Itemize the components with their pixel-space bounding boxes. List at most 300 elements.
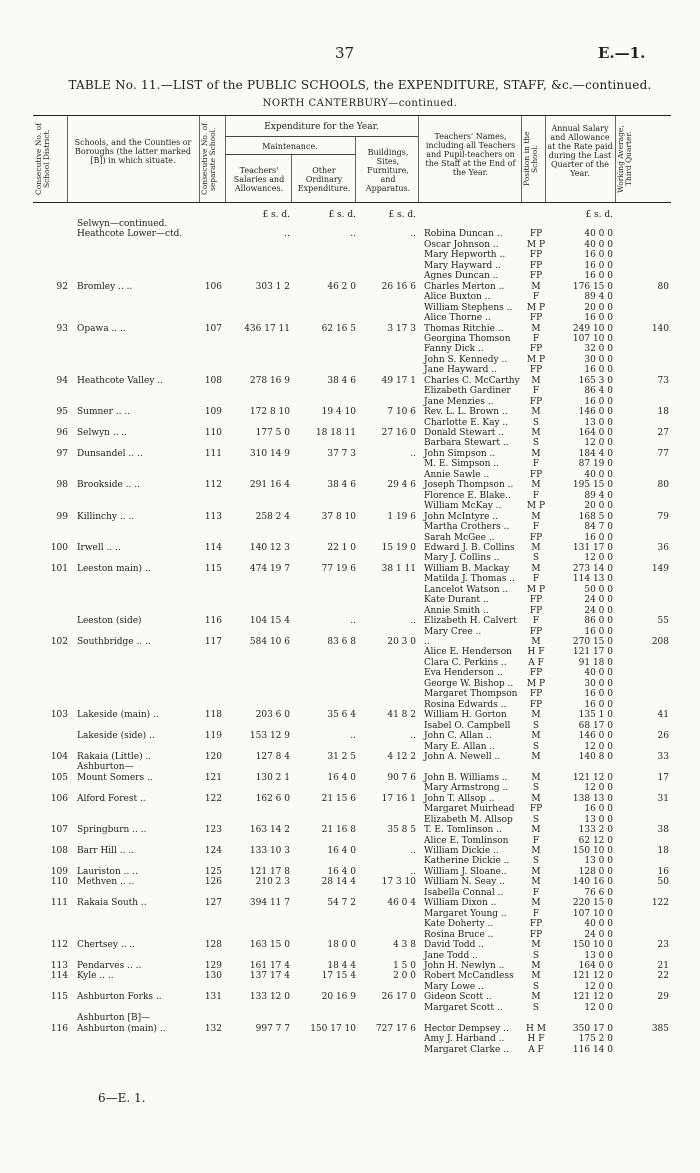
header-district-no: Consecutive No. of School District. (34, 123, 51, 195)
teacher-name: Annie Sawle .. (424, 469, 490, 480)
position-cell: M (531, 448, 541, 459)
position-cell: M (531, 960, 541, 971)
buildings-cell: 26 17 0 (381, 992, 416, 1003)
district-no: 99 (56, 511, 68, 522)
table-row (0, 365, 700, 375)
ordinary-cell: 77 19 6 (321, 563, 356, 574)
separate-school-no: 112 (204, 480, 222, 491)
teacher-name: William McKay .. (424, 501, 502, 512)
position-cell: M (531, 992, 541, 1003)
header-position: Position in the School. (522, 131, 539, 187)
ordinary-cell: 16 4 0 (327, 772, 356, 783)
table-row (0, 1003, 700, 1013)
position-cell: M (531, 940, 541, 951)
table-row (0, 982, 700, 992)
separate-school-no: 113 (204, 511, 222, 522)
teacher-name: Robert McCandless (424, 971, 514, 982)
table-row (0, 553, 700, 563)
table-row (0, 438, 700, 448)
teacher-name: Elizabeth H. Calvert (424, 616, 517, 627)
teacher-name: Florence E. Blake.. (424, 490, 511, 501)
separate-school-no: 122 (204, 793, 222, 804)
annual-salary-cell: 86 4 0 (584, 386, 613, 397)
table-row (0, 961, 700, 971)
ordinary-cell: 37 8 10 (321, 511, 356, 522)
separate-school-no: 111 (204, 448, 222, 459)
position-cell: F (532, 292, 540, 303)
annual-salary-cell: 107 10 0 (572, 908, 613, 919)
annual-salary-cell: 121 12 0 (572, 971, 613, 982)
table-row (0, 867, 700, 877)
school-name: Ashburton (main) .. (77, 1023, 166, 1034)
salaries-cell: 278 16 9 (249, 375, 290, 386)
table-row (0, 909, 700, 919)
average-cell: 18 (657, 407, 669, 418)
table-row (0, 428, 700, 438)
school-name: Mount Somers .. (77, 772, 153, 783)
separate-school-no: 129 (204, 960, 222, 971)
page-number: 37 (335, 44, 355, 62)
average-cell: 31 (657, 793, 669, 804)
teacher-name: Eva Henderson .. (424, 668, 503, 679)
teacher-name: Rosina Bruce .. (424, 929, 494, 940)
buildings-cell: 29 4 6 (387, 480, 416, 491)
annual-salary-cell: 176 15 0 (572, 281, 613, 292)
salaries-cell: 104 15 4 (249, 616, 290, 627)
ordinary-cell: 31 2 5 (327, 751, 356, 762)
teacher-name: Martha Crothers .. (424, 522, 510, 533)
teacher-name: Barbara Stewart .. (424, 438, 509, 449)
teacher-name: Matilda J. Thomas .. (424, 574, 515, 585)
annual-salary-cell: 91 18 0 (578, 657, 613, 668)
position-cell: F (532, 490, 540, 501)
annual-salary-cell: 150 10 0 (572, 846, 613, 856)
annual-salary-cell: 121 12 0 (572, 992, 613, 1003)
position-cell: M (531, 710, 541, 721)
average-cell: 385 (651, 1023, 669, 1034)
teacher-name: Mary Cree .. (424, 626, 482, 637)
annual-salary-cell: 184 4 0 (578, 448, 613, 459)
separate-school-no: 108 (204, 375, 222, 386)
district-no: 106 (50, 793, 68, 804)
buildings-cell: .. (410, 866, 416, 877)
position-cell: FP (529, 396, 543, 407)
table-row (0, 229, 700, 239)
average-cell: 21 (657, 960, 669, 971)
annual-salary-cell: 13 0 0 (584, 856, 613, 867)
school-name: Barr Hill .. .. (77, 846, 135, 856)
position-cell: FP (529, 605, 543, 616)
teacher-name: Oscar Johnson .. (424, 239, 499, 250)
position-cell: FP (529, 689, 543, 700)
position-cell: H F (527, 1034, 545, 1045)
table-row (0, 616, 700, 626)
position-cell: H M (526, 1023, 546, 1034)
salaries-cell: 172 8 10 (249, 407, 290, 418)
buildings-cell: 35 8 5 (387, 825, 416, 836)
teacher-name: Kate Doherty .. (424, 919, 494, 930)
average-cell: 73 (657, 375, 669, 386)
position-cell: A F (528, 1044, 544, 1055)
district-no: 97 (56, 448, 68, 459)
average-cell: 140 (651, 323, 669, 334)
ordinary-cell: 16 4 0 (327, 866, 356, 877)
buildings-cell: 90 7 6 (387, 772, 416, 783)
teacher-name: Isabella Connal .. (424, 887, 504, 898)
annual-salary-cell: 175 2 0 (578, 1034, 613, 1045)
annual-salary-cell: 128 0 0 (578, 866, 613, 877)
annual-salary-cell: 50 0 0 (584, 584, 613, 595)
annual-salary-cell: 16 0 0 (584, 689, 613, 700)
salaries-cell: 291 16 4 (249, 480, 290, 491)
school-name: Springburn .. .. (77, 825, 147, 836)
header-expenditure: Expenditure for the Year. (264, 122, 379, 132)
annual-salary-cell: 40 0 0 (584, 239, 613, 250)
table-row (0, 679, 700, 689)
annual-salary-cell: 140 16 0 (572, 877, 613, 888)
school-name: Leeston (side) (77, 616, 142, 627)
separate-school-no: 124 (204, 846, 222, 856)
document-reference: E.—1. (598, 44, 646, 62)
annual-salary-cell: 16 0 0 (584, 626, 613, 637)
position-cell: F (532, 459, 540, 470)
school-name: Heathcote Valley .. (77, 375, 164, 386)
teacher-name: George W. Bishop .. (424, 678, 514, 689)
position-cell: M (531, 866, 541, 877)
teacher-name: William J. Sloane.. (424, 866, 507, 877)
position-cell: A F (528, 657, 544, 668)
ordinary-cell: 18 18 11 (315, 428, 356, 438)
annual-salary-cell: 12 0 0 (584, 438, 613, 449)
buildings-cell: 27 16 0 (381, 428, 416, 438)
position-cell: M (531, 563, 541, 574)
header-working-average: Working Average, Third Quarter. (616, 125, 633, 193)
header-ordinary: Other Ordinary Expenditure. (297, 166, 351, 193)
annual-salary-cell: 89 4 0 (584, 490, 613, 501)
annual-salary-cell: 12 0 0 (584, 553, 613, 564)
teacher-name: Gideon Scott .. (424, 992, 492, 1003)
annual-salary-cell: 220 15 0 (572, 898, 613, 909)
buildings-cell: 20 3 0 (387, 637, 416, 647)
position-cell: M (531, 428, 541, 438)
header-separate-no: Consecutive No. of separate School. (200, 123, 217, 195)
school-name: Rakaia South .. (77, 898, 147, 909)
position-cell: S (532, 741, 540, 752)
table-row (0, 846, 700, 856)
table-row (0, 585, 700, 595)
table-row (0, 564, 700, 574)
separate-school-no: 126 (204, 877, 222, 888)
table-row (0, 334, 700, 344)
header-buildings: Buildings, Sites, Furniture, and Apparatus. (365, 148, 411, 193)
buildings-cell: .. (410, 846, 416, 856)
table-row (0, 627, 700, 637)
position-cell: M (531, 375, 541, 386)
separate-school-no: 121 (204, 772, 222, 783)
school-name: Selwyn .. .. (77, 428, 128, 438)
annual-salary-cell: 350 17 0 (572, 1023, 613, 1034)
teacher-name: Rev. L. L. Brown .. (424, 407, 508, 418)
table-row (0, 658, 700, 668)
separate-school-no: 132 (204, 1023, 222, 1034)
district-no: 100 (50, 542, 68, 553)
position-cell: FP (529, 344, 543, 355)
table-row (0, 700, 700, 710)
annual-salary-cell: 16 0 0 (584, 365, 613, 376)
table-row (0, 836, 700, 846)
position-cell: FP (529, 929, 543, 940)
position-cell: FP (529, 804, 543, 815)
district-no: 94 (56, 375, 68, 386)
teacher-name: William N. Seay .. (424, 877, 505, 888)
teacher-name: Margaret Muirhead (424, 804, 515, 815)
salaries-cell: 127 8 4 (255, 751, 290, 762)
teacher-name: Mary E. Allan .. (424, 741, 496, 752)
position-cell: M (531, 281, 541, 292)
annual-salary-cell: 30 0 0 (584, 354, 613, 365)
table-row (0, 355, 700, 365)
teacher-name: M. E. Simpson .. (424, 459, 499, 470)
table-row (0, 971, 700, 981)
teacher-name: Lancelot Watson .. (424, 584, 509, 595)
ordinary-cell: 83 6 8 (327, 637, 356, 647)
teacher-name: Margaret Thompson (424, 689, 518, 700)
position-cell: FP (529, 595, 543, 606)
teacher-name: Alice E. Tomlinson (424, 835, 509, 846)
ordinary-cell: 150 17 10 (310, 1023, 356, 1034)
table-row (0, 773, 700, 783)
annual-salary-cell: 164 0 0 (578, 428, 613, 438)
table-row (0, 804, 700, 814)
buildings-cell: 38 1 11 (381, 563, 416, 574)
average-cell: 77 (657, 448, 669, 459)
annual-salary-cell: 40 0 0 (584, 668, 613, 679)
teacher-name: Mary Hayward .. (424, 260, 501, 271)
average-cell: 29 (657, 992, 669, 1003)
position-cell: FP (529, 260, 543, 271)
buildings-cell: .. (410, 616, 416, 627)
position-cell: F (532, 386, 540, 397)
teacher-name: Mary Hepworth .. (424, 250, 506, 261)
average-cell: 23 (657, 940, 669, 951)
district-no: 113 (50, 960, 68, 971)
position-cell: M (531, 480, 541, 491)
table-row (0, 992, 700, 1002)
teacher-name: William Stephens .. (424, 302, 513, 313)
separate-school-no: 125 (204, 866, 222, 877)
teacher-name: Elizabeth Gardiner (424, 386, 511, 397)
buildings-cell: 3 17 3 (387, 323, 416, 334)
table-row (0, 762, 700, 772)
table-row (0, 376, 700, 386)
average-cell: 122 (651, 898, 669, 909)
average-cell: 16 (657, 866, 669, 877)
buildings-cell: 727 17 6 (375, 1023, 416, 1034)
position-cell: FP (529, 250, 543, 261)
annual-salary-cell: 165 3 0 (578, 375, 613, 386)
district-no: 92 (56, 281, 68, 292)
position-cell: M P (526, 584, 546, 595)
school-name: Ashburton— (77, 762, 134, 773)
position-cell: FP (529, 469, 543, 480)
district-no: 102 (50, 637, 68, 647)
salaries-cell: 133 12 0 (249, 992, 290, 1003)
table-row (0, 574, 700, 584)
teacher-name: William Dickie .. (424, 846, 499, 856)
position-cell: S (532, 981, 540, 992)
average-cell: 41 (657, 710, 669, 721)
district-no: 103 (50, 710, 68, 721)
teacher-name: Elizabeth M. Allsop (424, 814, 513, 825)
header-schools: Schools, and the Counties or Boroughs (the latter marked [B]) in which situate. (74, 138, 192, 165)
table-row (0, 250, 700, 260)
table-row (0, 303, 700, 313)
position-cell: M (531, 846, 541, 856)
position-cell: S (532, 438, 540, 449)
teacher-name: Donald Stewart .. (424, 428, 504, 438)
position-cell: M (531, 751, 541, 762)
separate-school-no: 119 (204, 731, 222, 742)
annual-salary-cell: 30 0 0 (584, 678, 613, 689)
buildings-cell: 7 10 6 (387, 407, 416, 418)
average-cell: 55 (657, 616, 669, 627)
position-cell: M (531, 898, 541, 909)
ordinary-cell: 54 7 2 (327, 898, 356, 909)
salaries-cell: 163 14 2 (249, 825, 290, 836)
position-cell: S (532, 783, 540, 794)
buildings-cell: 26 16 6 (381, 281, 416, 292)
separate-school-no: 120 (204, 751, 222, 762)
table-row (0, 721, 700, 731)
position-cell: S (532, 814, 540, 825)
teacher-name: Jane Menzies .. (424, 396, 494, 407)
annual-salary-cell: 164 0 0 (578, 960, 613, 971)
position-cell: M (531, 971, 541, 982)
annual-salary-cell: 24 0 0 (584, 595, 613, 606)
currency-unit: £ s. d. (388, 210, 416, 220)
district-no: 96 (56, 428, 68, 438)
district-no: 93 (56, 323, 68, 334)
separate-school-no: 110 (204, 428, 222, 438)
school-name: Brookside .. .. (77, 480, 140, 491)
annual-salary-cell: 16 0 0 (584, 396, 613, 407)
school-name: Ashburton Forks .. (77, 992, 162, 1003)
table-row (0, 324, 700, 334)
buildings-cell: 4 3 8 (393, 940, 416, 951)
table-row (0, 606, 700, 616)
annual-salary-cell: 87 19 0 (578, 459, 613, 470)
teacher-name: Katherine Dickie .. (424, 856, 510, 867)
teacher-name: John A. Newell .. (424, 751, 501, 762)
table-row (0, 940, 700, 950)
position-cell: S (532, 856, 540, 867)
teacher-name: Mary J. Collins .. (424, 553, 500, 564)
average-cell: 38 (657, 825, 669, 836)
table-row (0, 407, 700, 417)
average-cell: 208 (651, 637, 669, 647)
school-name: Bromley .. .. (77, 281, 133, 292)
annual-salary-cell: 273 14 0 (572, 563, 613, 574)
position-cell: FP (529, 229, 543, 240)
school-name: Lakeside (side) .. (77, 731, 155, 742)
header-annual-salary: Annual Salary and Allowance at the Rate paid during the Last Quarter of the Year. (547, 124, 613, 178)
district-no: 115 (50, 992, 68, 1003)
teacher-name: John T. Allsop .. (424, 793, 495, 804)
teacher-name: Margaret Clarke .. (424, 1044, 509, 1055)
salaries-cell: .. (284, 229, 290, 240)
separate-school-no: 131 (204, 992, 222, 1003)
teacher-name: Charlotte E. Kay .. (424, 417, 509, 428)
position-cell: F (532, 522, 540, 533)
annual-salary-cell: 168 5 0 (578, 511, 613, 522)
annual-salary-cell: 40 0 0 (584, 469, 613, 480)
annual-salary-cell: 16 0 0 (584, 532, 613, 543)
teacher-name: Rosina Edwards .. (424, 699, 507, 710)
salaries-cell: 997 7 7 (255, 1023, 290, 1034)
salaries-cell: 177 5 0 (255, 428, 290, 438)
annual-salary-cell: 13 0 0 (584, 417, 613, 428)
average-cell: 17 (657, 772, 669, 783)
annual-salary-cell: 40 0 0 (584, 229, 613, 240)
school-name: Killinchy .. .. (77, 511, 135, 522)
annual-salary-cell: 16 0 0 (584, 699, 613, 710)
salaries-cell: 436 17 11 (244, 323, 290, 334)
position-cell: M (531, 772, 541, 783)
buildings-cell: .. (410, 448, 416, 459)
annual-salary-cell: 24 0 0 (584, 929, 613, 940)
teacher-name: Edward J. B. Collins (424, 542, 515, 553)
annual-salary-cell: 16 0 0 (584, 804, 613, 815)
average-cell: 36 (657, 542, 669, 553)
position-cell: FP (529, 313, 543, 324)
district-no: 109 (50, 866, 68, 877)
annual-salary-cell: 12 0 0 (584, 783, 613, 794)
annual-salary-cell: 40 0 0 (584, 919, 613, 930)
teacher-name: Alice Buxton .. (424, 292, 491, 303)
salaries-cell: 584 10 6 (249, 637, 290, 647)
table-title: TABLE No. 11.—LIST of the PUBLIC SCHOOLS, the EXPENDITURE, STAFF, &c.—continued. (68, 78, 652, 92)
salaries-cell: 121 17 8 (249, 866, 290, 877)
district-no: 105 (50, 772, 68, 783)
teacher-name: Margaret Scott .. (424, 1002, 503, 1013)
table-row (0, 825, 700, 835)
position-cell: M (531, 323, 541, 334)
district-no: 98 (56, 480, 68, 491)
table-row (0, 449, 700, 459)
school-name: Ashburton [B]— (77, 1013, 151, 1024)
table-row (0, 919, 700, 929)
salaries-cell: 140 12 3 (249, 542, 290, 553)
position-cell: M P (526, 678, 546, 689)
salaries-cell: 163 15 0 (249, 940, 290, 951)
annual-salary-cell: 20 0 0 (584, 302, 613, 313)
position-cell: S (532, 950, 540, 961)
district-no: 104 (50, 751, 68, 762)
school-name: Opawa .. .. (77, 323, 126, 334)
annual-salary-cell: 146 0 0 (578, 407, 613, 418)
separate-school-no: 114 (204, 542, 222, 553)
buildings-cell: 1 19 6 (387, 511, 416, 522)
average-cell: 50 (657, 877, 669, 888)
position-cell: FP (529, 668, 543, 679)
average-cell: 33 (657, 751, 669, 762)
salaries-cell: 210 2 3 (255, 877, 290, 888)
teacher-name: Hector Dempsey .. (424, 1023, 509, 1034)
school-name: Selwyn—continued. (77, 219, 168, 229)
table-row (0, 261, 700, 271)
teacher-name: Charles C. McCarthy (424, 375, 520, 386)
teacher-name: Margaret Young .. (424, 908, 507, 919)
